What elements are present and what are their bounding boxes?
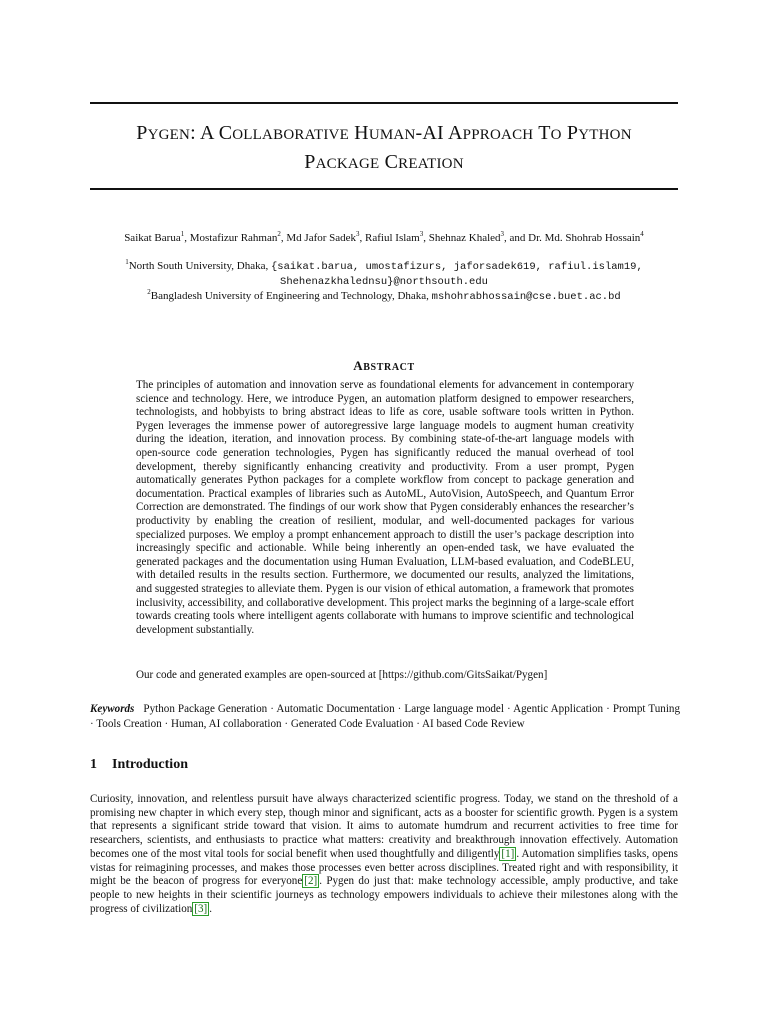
- paper-title: [90, 120, 678, 178]
- author-list: Saikat Barua$^1$, Mostafizur Rahman$^2$, Md Jafor Sadek$^3$, Rafiul Islam$^3$, Shehnaz Khaled$^3$, and Dr. Md. Shohrab Hossain$^4$: [124, 230, 644, 244]
- abstract-heading: ABSTRACT: [353, 358, 415, 373]
- citation-link[interactable]: [2]: [304, 875, 318, 888]
- affiliation-sup: 2: [147, 288, 151, 296]
- introduction-paragraph: [90, 793, 678, 916]
- intro-text-b: . Automation simplifies tasks, opens vistas for reimagining processes, and makes those processes even better across disciplines. Treated right and with responsibility, it might be the beacon of progress for everyone: [90, 847, 678, 888]
- affiliation-email: mshohrabhossain@cse.buet.ac.bd: [431, 291, 621, 303]
- intro-text-d: .: [209, 902, 213, 915]
- author-affil-sup: 2: [277, 230, 281, 238]
- author-name: Saikat Barua: [124, 232, 181, 244]
- affiliation-name: Bangladesh University of Engineering and Technology, Dhaka,: [150, 290, 429, 302]
- affiliation-emails-cont: Shehenazkhalednsu}@northsouth.edu: [280, 276, 488, 288]
- author-affil-sup: 3: [500, 230, 505, 238]
- abstract-text: The principles of automation and innovation serve as foundational elements for advancement in contemporary science and technology. Here, we introduce Pygen, an automation platform designed to empower researchers, technologists, and hobbyists to bring abstract ideas to life as core, usable software tools written in Python. Pygen leverages the immense power of autoregressive large language models to augment human creativity during the ideation, iteration, and innovation process. By combining state-of-the-art language models with open-source code generation technologies, Pygen has significantly reduced the manual overhead of tool development, thereby significantly enhancing creativity and productivity. From a user prompt, Pygen automatically generates Python packages for a complete workflow from concept to package generation and documentation. Practical examples of libraries such as AutoML, AutoVision, AutoSpeech, and Quantum Error Correction are demonstrated. The findings of our work show that Pygen considerably enhances the researcher’s productivity by enabling the creation of resilient, modular, and well-documented packages for various specialized purposes. We employ a prompt enhancement approach to distill the user’s package description into increasingly specific and actionable. While being inherently an open-ended task, we have evaluated the generated packages and the documentation using Human Evaluation, LLM-based evaluation, and CodeBLEU, with detailed results in the results section. Furthermore, we documented our results, analyzed the limitations, and suggested strategies to alleviate them. Pygen is our vision of ethical automation, a framework that promotes inclusivity, accessibility, and collaborative development. This project marks the beginning of a large-scale effort towards creating tools where intelligent agents collaborate with humans to improve scientific and technological development substantially.: [136, 379, 634, 636]
- intro-text-c: . Pygen do just that: make technology accessible, amply productive, and take people to new heights in their scientific journeys as technology empowers individuals to achieve their milestones along with the progress of civilization: [90, 875, 678, 915]
- citation-link[interactable]: [1]: [501, 847, 515, 860]
- section-heading: [90, 757, 188, 773]
- author-affil-sup: 1: [180, 230, 185, 238]
- title-line-2: PACKAGE CREATION: [304, 151, 464, 173]
- abstract-code-link[interactable]: Our code and generated examples are open-sourced at [https://github.com/GitsSaikat/Pygen]: [136, 669, 548, 681]
- abstract-body: [136, 379, 634, 637]
- section-number: 1: [90, 757, 97, 772]
- affiliation-emails: {saikat.barua, umostafizurs, jaforsadek619, rafiul.islam19,: [271, 261, 643, 273]
- author-name: Shehnaz Khaled: [428, 232, 501, 244]
- affiliation-name: North South University, Dhaka,: [128, 260, 269, 272]
- affiliation-2: [40, 289, 728, 304]
- author-name: Dr. Md. Shohrab Hossain: [528, 232, 641, 244]
- author-name: Mostafizur Rahman: [189, 232, 278, 244]
- affiliation-1: [40, 259, 728, 274]
- affiliation-1-emails-cont: [40, 274, 728, 289]
- keywords-text: Python Package Generation · Automatic Documentation · Large language model · Agentic Application · Prompt Tuning · Tools Creation · Human, AI collaboration · Generated Code Evaluation · AI based Code Review: [90, 703, 680, 730]
- citation-link[interactable]: [3]: [194, 902, 208, 915]
- author-name: Rafiul Islam: [365, 232, 420, 244]
- author-affil-sup: 3: [419, 230, 424, 238]
- section-title: Introduction: [112, 757, 188, 772]
- author-affil-sup: 3: [356, 230, 360, 238]
- introduction-body: [90, 793, 678, 916]
- author-affil-sup: 4: [640, 230, 644, 238]
- keywords-label: Keywords: [90, 703, 135, 715]
- title-top-rule: [90, 102, 678, 104]
- title-bottom-rule: [90, 188, 678, 190]
- affiliation-sup: 1: [125, 258, 129, 266]
- author-and: and: [509, 232, 526, 244]
- keywords-block: [90, 702, 680, 732]
- author-name: Md Jafor Sadek: [286, 232, 357, 244]
- intro-text-a: Curiosity, innovation, and relentless pursuit have always characterized scientific progress. Today, we stand on the threshold of a promising new chapter in which every step, though minor and significant, acts as a booster for scientific growth. Pygen is a system that represents a significant stride toward that vision. It aims to automate humdrum and recurrent activities to free time for researchers, scientists, and enthusiasts to practice what matters: creativity and breakthrough innovation effectively. Automation becomes one of the most vital tools for social benefit when used thoughtfully and diligently: [90, 793, 678, 860]
- affiliations: [40, 259, 728, 304]
- title-line-1: PYGEN: A COLLABORATIVE HUMAN-AI APPROACH TO PYTHON: [136, 122, 632, 144]
